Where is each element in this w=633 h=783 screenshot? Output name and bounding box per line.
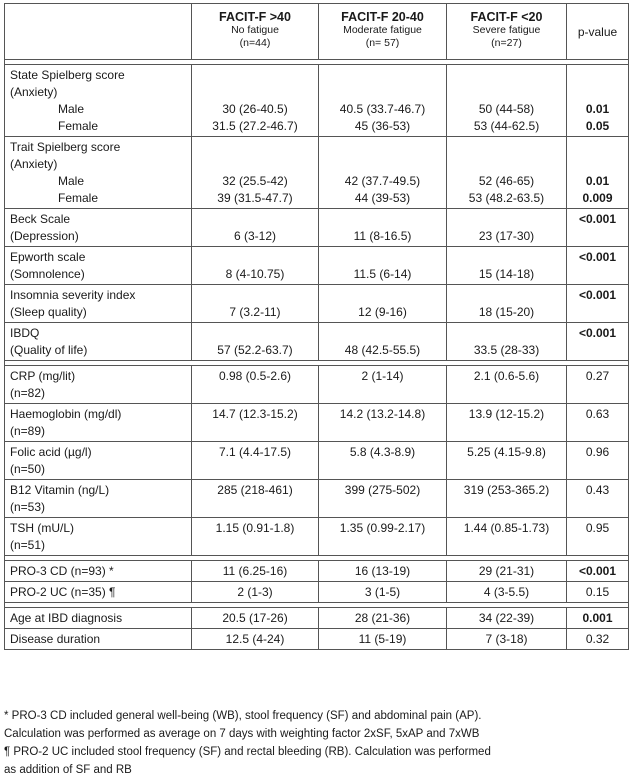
row-label-line2: (Quality of life) bbox=[10, 343, 88, 357]
header-moderate-fatigue bbox=[319, 4, 447, 60]
cell-moderate-fatigue: 3 (1-5) bbox=[319, 582, 447, 603]
cell-no-fatigue: 20.5 (17-26) bbox=[192, 608, 319, 629]
cell-moderate-fatigue bbox=[319, 366, 447, 404]
cell-no-fatigue bbox=[192, 65, 319, 137]
header-col1-subtitle: No fatigue bbox=[231, 24, 279, 36]
footnote-line: ¶ PRO-2 UC included stool frequency (SF) and rectal bleeding (RB). Calculation was performed bbox=[4, 746, 491, 758]
value: 6 (3-12) bbox=[233, 229, 277, 243]
table-row-disease-duration bbox=[5, 629, 629, 650]
cell-moderate-fatigue bbox=[319, 247, 447, 285]
cell-no-fatigue bbox=[192, 285, 319, 323]
value-male: 30 (26-40.5) bbox=[222, 102, 288, 116]
value: 1.35 (0.99-2.17) bbox=[339, 521, 426, 535]
row-label-line2: (Depression) bbox=[10, 229, 79, 243]
cell-severe-fatigue bbox=[447, 285, 567, 323]
value: 8 (4-10.75) bbox=[225, 267, 285, 281]
cell-pvalue bbox=[567, 480, 629, 518]
cell-severe-fatigue bbox=[447, 323, 567, 361]
cell-moderate-fatigue bbox=[319, 137, 447, 209]
cell-moderate-fatigue bbox=[319, 323, 447, 361]
cell-severe-fatigue bbox=[447, 137, 567, 209]
row-label bbox=[5, 518, 192, 556]
cell-moderate-fatigue: 11 (5-19) bbox=[319, 629, 447, 650]
row-label bbox=[5, 65, 192, 137]
pvalue: <0.001 bbox=[578, 212, 617, 226]
value: 33.5 (28-33) bbox=[473, 343, 540, 357]
row-label-line1: CRP (mg/lit) bbox=[10, 369, 76, 383]
row-label-male: Male bbox=[58, 174, 85, 188]
header-col2-n: (n= 57) bbox=[365, 37, 400, 49]
value: 5.8 (4.3-8.9) bbox=[349, 445, 416, 459]
value: 14.2 (13.2-14.8) bbox=[339, 407, 426, 421]
table-header-row bbox=[5, 4, 629, 60]
header-col3-n: (n=27) bbox=[491, 37, 522, 49]
row-label-line2: (n=89) bbox=[10, 424, 46, 438]
header-col1-title: FACIT-F >40 bbox=[219, 10, 291, 24]
value: 15 (14-18) bbox=[478, 267, 535, 281]
value-male: 40.5 (33.7-46.7) bbox=[339, 102, 426, 116]
header-col3-title: FACIT-F <20 bbox=[470, 10, 543, 24]
table-row-beck bbox=[5, 209, 629, 247]
row-label-line1: Insomnia severity index bbox=[10, 288, 136, 302]
cell-pvalue: <0.001 bbox=[567, 561, 629, 582]
footnote-line: Calculation was performed as average on 7 days with weighting factor 2xSF, 5xAP and 7xWB bbox=[4, 728, 480, 740]
row-label-line1: State Spielberg score bbox=[10, 68, 125, 82]
pvalue: 0.63 bbox=[585, 407, 610, 421]
value: 13.9 (12-15.2) bbox=[468, 407, 545, 421]
row-label: PRO-2 UC (n=35) ¶ bbox=[5, 582, 192, 603]
row-label bbox=[5, 404, 192, 442]
cell-no-fatigue bbox=[192, 137, 319, 209]
cell-no-fatigue bbox=[192, 323, 319, 361]
header-empty-cell bbox=[5, 4, 192, 60]
value-female: 39 (31.5-47.7) bbox=[217, 191, 293, 205]
cell-no-fatigue bbox=[192, 366, 319, 404]
cell-severe-fatigue: 4 (3-5.5) bbox=[447, 582, 567, 603]
cell-severe-fatigue: 34 (22-39) bbox=[447, 608, 567, 629]
cell-moderate-fatigue bbox=[319, 209, 447, 247]
cell-pvalue bbox=[567, 285, 629, 323]
value: 11 (8-16.5) bbox=[353, 229, 412, 243]
row-label-line1: Folic acid (µg/l) bbox=[10, 445, 92, 459]
pvalue-male: 0.01 bbox=[585, 174, 610, 188]
value: 1.44 (0.85-1.73) bbox=[463, 521, 550, 535]
cell-moderate-fatigue bbox=[319, 65, 447, 137]
row-label-line2: (Anxiety) bbox=[10, 157, 58, 171]
cell-no-fatigue bbox=[192, 442, 319, 480]
table-footnotes bbox=[4, 707, 628, 779]
cell-severe-fatigue: 29 (21-31) bbox=[447, 561, 567, 582]
cell-moderate-fatigue bbox=[319, 285, 447, 323]
pvalue: <0.001 bbox=[578, 326, 617, 340]
cell-no-fatigue bbox=[192, 247, 319, 285]
cell-moderate-fatigue bbox=[319, 442, 447, 480]
value: 285 (218-461) bbox=[217, 483, 293, 497]
row-label: PRO-3 CD (n=93) * bbox=[5, 561, 192, 582]
cell-no-fatigue: 12.5 (4-24) bbox=[192, 629, 319, 650]
value-female: 31.5 (27.2-46.7) bbox=[212, 119, 298, 133]
pvalue-female: 0.05 bbox=[585, 119, 610, 133]
row-label-line2: (Anxiety) bbox=[10, 85, 58, 99]
value-female: 44 (39-53) bbox=[354, 191, 411, 205]
pvalue: <0.001 bbox=[578, 288, 617, 302]
header-severe-fatigue bbox=[447, 4, 567, 60]
value: 18 (15-20) bbox=[478, 305, 535, 319]
table-row-pro2-uc bbox=[5, 582, 629, 603]
row-label-line2: (n=50) bbox=[10, 462, 46, 476]
cell-no-fatigue bbox=[192, 480, 319, 518]
row-label bbox=[5, 480, 192, 518]
value-male: 32 (25.5-42) bbox=[222, 174, 288, 188]
value: 23 (17-30) bbox=[478, 229, 535, 243]
cell-pvalue bbox=[567, 442, 629, 480]
table-row-folic-acid bbox=[5, 442, 629, 480]
row-label: Disease duration bbox=[5, 629, 192, 650]
value: 7 (3.2-11) bbox=[229, 305, 281, 319]
value: 1.15 (0.91-1.8) bbox=[215, 521, 295, 535]
row-label-line1: Trait Spielberg score bbox=[10, 140, 121, 154]
results-table-container bbox=[4, 3, 628, 650]
value-female: 53 (44-62.5) bbox=[473, 119, 540, 133]
cell-pvalue bbox=[567, 518, 629, 556]
cell-pvalue bbox=[567, 404, 629, 442]
cell-moderate-fatigue: 16 (13-19) bbox=[319, 561, 447, 582]
cell-severe-fatigue bbox=[447, 518, 567, 556]
row-label-line1: IBDQ bbox=[10, 326, 40, 340]
header-col3-subtitle: Severe fatigue bbox=[472, 24, 541, 36]
cell-pvalue: 0.15 bbox=[567, 582, 629, 603]
header-col1-n: (n=44) bbox=[239, 37, 271, 49]
pvalue: 0.27 bbox=[585, 369, 610, 383]
cell-pvalue bbox=[567, 323, 629, 361]
pvalue: <0.001 bbox=[578, 250, 617, 264]
row-label-line1: Epworth scale bbox=[10, 250, 86, 264]
cell-pvalue: 0.001 bbox=[567, 608, 629, 629]
table-row-crp bbox=[5, 366, 629, 404]
value-male: 50 (44-58) bbox=[478, 102, 535, 116]
table-row-epworth bbox=[5, 247, 629, 285]
pvalue: 0.96 bbox=[585, 445, 610, 459]
header-no-fatigue bbox=[192, 4, 319, 60]
value: 319 (253-365.2) bbox=[463, 483, 550, 497]
pvalue: 0.43 bbox=[585, 483, 610, 497]
pvalue-female: 0.009 bbox=[582, 191, 613, 205]
row-label-female: Female bbox=[58, 191, 99, 205]
row-label-line1: TSH (mU/L) bbox=[10, 521, 74, 535]
value: 399 (275-502) bbox=[344, 483, 421, 497]
row-label bbox=[5, 323, 192, 361]
fatigue-results-table bbox=[4, 3, 629, 650]
row-label: Age at IBD diagnosis bbox=[5, 608, 192, 629]
cell-pvalue bbox=[567, 209, 629, 247]
row-label bbox=[5, 285, 192, 323]
table-row-state-spielberg bbox=[5, 65, 629, 137]
cell-severe-fatigue: 7 (3-18) bbox=[447, 629, 567, 650]
row-label-line2: (n=51) bbox=[10, 538, 46, 552]
row-label-line1: Beck Scale bbox=[10, 212, 71, 226]
row-label-line2: (n=53) bbox=[10, 500, 46, 514]
value-female: 53 (48.2-63.5) bbox=[468, 191, 545, 205]
footnote-line: as addition of SF and RB bbox=[4, 764, 132, 776]
cell-no-fatigue bbox=[192, 404, 319, 442]
value: 12 (9-16) bbox=[358, 305, 407, 319]
value: 7.1 (4.4-17.5) bbox=[218, 445, 292, 459]
row-label-line1: B12 Vitamin (ng/L) bbox=[10, 483, 110, 497]
pvalue: 0.95 bbox=[585, 521, 610, 535]
row-label-line2: (Somnolence) bbox=[10, 267, 85, 281]
row-label bbox=[5, 247, 192, 285]
value-male: 42 (37.7-49.5) bbox=[344, 174, 421, 188]
value: 2 (1-14) bbox=[361, 369, 404, 383]
row-label-line2: (n=82) bbox=[10, 386, 46, 400]
value: 2.1 (0.6-5.6) bbox=[473, 369, 540, 383]
cell-severe-fatigue bbox=[447, 65, 567, 137]
cell-moderate-fatigue bbox=[319, 518, 447, 556]
table-row-age-diagnosis bbox=[5, 608, 629, 629]
cell-severe-fatigue bbox=[447, 480, 567, 518]
value: 14.7 (12.3-15.2) bbox=[212, 407, 298, 421]
value-male: 52 (46-65) bbox=[478, 174, 535, 188]
row-label-line1: Haemoglobin (mg/dl) bbox=[10, 407, 122, 421]
table-row-pro3-cd bbox=[5, 561, 629, 582]
table-row-b12 bbox=[5, 480, 629, 518]
value: 11.5 (6-14) bbox=[353, 267, 412, 281]
cell-severe-fatigue bbox=[447, 247, 567, 285]
cell-pvalue bbox=[567, 137, 629, 209]
pvalue-male: 0.01 bbox=[585, 102, 610, 116]
cell-pvalue bbox=[567, 65, 629, 137]
value: 48 (42.5-55.5) bbox=[344, 343, 421, 357]
cell-no-fatigue: 2 (1-3) bbox=[192, 582, 319, 603]
value: 0.98 (0.5-2.6) bbox=[218, 369, 292, 383]
cell-pvalue: 0.32 bbox=[567, 629, 629, 650]
cell-no-fatigue: 11 (6.25-16) bbox=[192, 561, 319, 582]
table-row-trait-spielberg bbox=[5, 137, 629, 209]
cell-severe-fatigue bbox=[447, 366, 567, 404]
header-pvalue: p-value bbox=[567, 4, 629, 60]
row-label bbox=[5, 442, 192, 480]
cell-pvalue bbox=[567, 366, 629, 404]
cell-pvalue bbox=[567, 247, 629, 285]
cell-no-fatigue bbox=[192, 209, 319, 247]
row-label bbox=[5, 366, 192, 404]
table-row-tsh bbox=[5, 518, 629, 556]
header-col2-title: FACIT-F 20-40 bbox=[341, 10, 424, 24]
cell-moderate-fatigue bbox=[319, 404, 447, 442]
row-label-female: Female bbox=[58, 119, 99, 133]
header-col2-subtitle: Moderate fatigue bbox=[343, 24, 422, 36]
table-row-ibdq bbox=[5, 323, 629, 361]
table-row-insomnia bbox=[5, 285, 629, 323]
cell-moderate-fatigue bbox=[319, 480, 447, 518]
row-label-male: Male bbox=[58, 102, 85, 116]
cell-severe-fatigue bbox=[447, 209, 567, 247]
cell-moderate-fatigue: 28 (21-36) bbox=[319, 608, 447, 629]
cell-no-fatigue bbox=[192, 518, 319, 556]
row-label bbox=[5, 137, 192, 209]
table-row-haemoglobin bbox=[5, 404, 629, 442]
footnote-line: * PRO-3 CD included general well-being (WB), stool frequency (SF) and abdominal pain (AP). bbox=[4, 710, 482, 722]
value-female: 45 (36-53) bbox=[354, 119, 411, 133]
value: 57 (52.2-63.7) bbox=[217, 343, 293, 357]
value: 5.25 (4.15-9.8) bbox=[467, 445, 546, 459]
cell-severe-fatigue bbox=[447, 442, 567, 480]
cell-severe-fatigue bbox=[447, 404, 567, 442]
row-label bbox=[5, 209, 192, 247]
row-label-line2: (Sleep quality) bbox=[10, 305, 87, 319]
